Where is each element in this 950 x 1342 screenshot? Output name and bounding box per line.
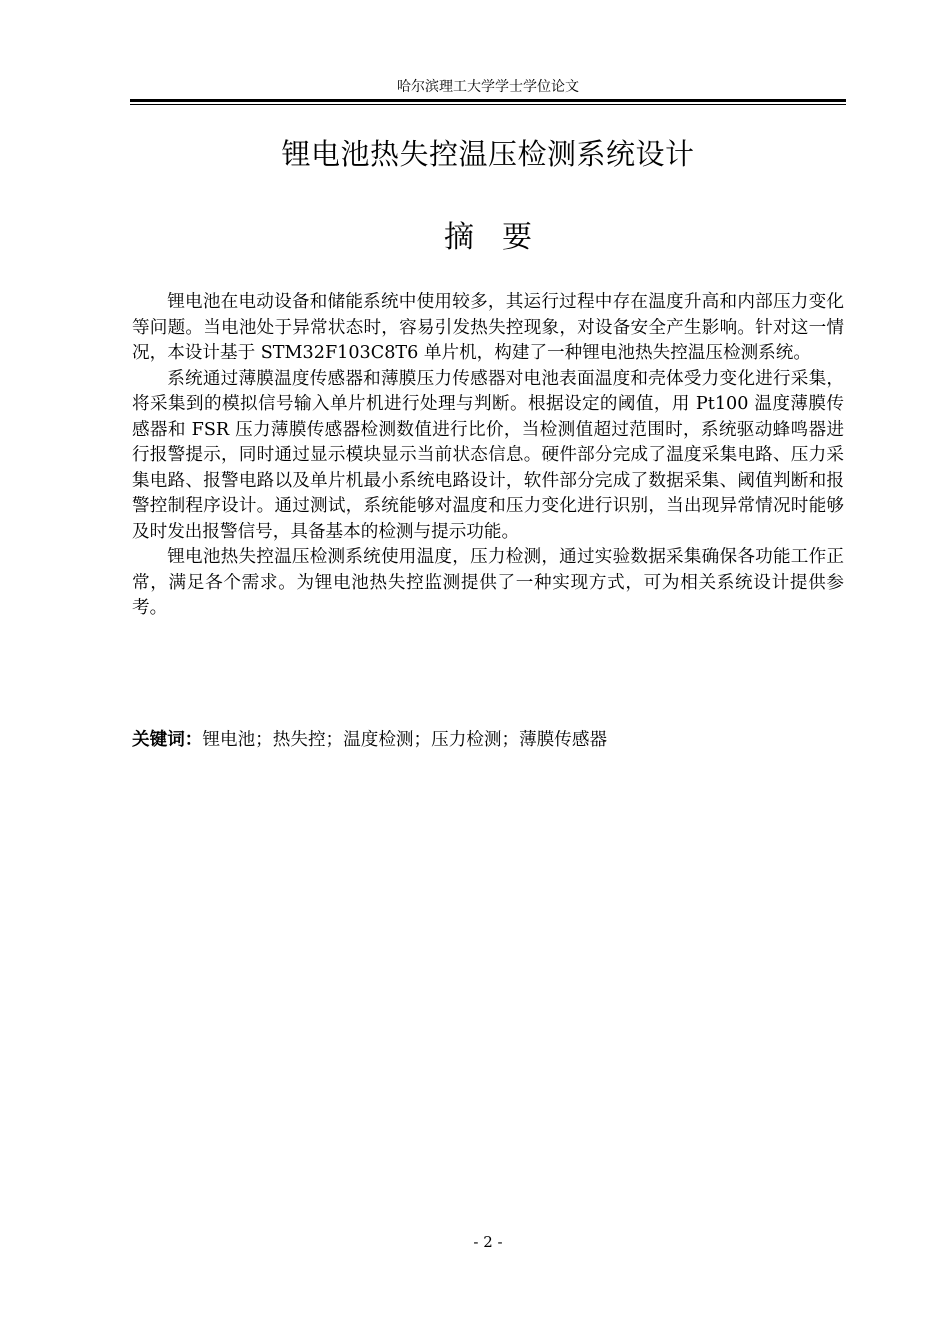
header-rule-thick: [130, 99, 846, 102]
keywords-text: 锂电池；热失控；温度检测；压力检测；薄膜传感器: [202, 730, 608, 750]
keywords-label: 关键词：: [132, 730, 203, 750]
running-header: 哈尔滨理工大学学士学位论文: [397, 79, 579, 95]
thesis-title: 锂电池热失控温压检测系统设计: [281, 137, 695, 171]
header-rule-thin: [130, 104, 846, 105]
abstract-heading: 摘要: [444, 220, 560, 255]
abstract-paragraph-3: 锂电池热失控温压检测系统使用温度，压力检测，通过实验数据采集确保各功能工作正常，满足各个需求。为锂电池热失控监测提供了一种实现方式，可为相关系统设计提供参考。: [132, 547, 844, 618]
keywords-line: [132, 727, 844, 753]
abstract-paragraph-1: 锂电池在电动设备和储能系统中使用较多，其运行过程中存在温度升高和内部压力变化等问题。当电池处于异常状态时，容易引发热失控现象，对设备安全产生影响。针对这一情况，本设计基于 STM32F103C8T6 单片机，构建了一种锂电池热失控温压检测系统。: [132, 292, 844, 363]
abstract-paragraph-2: 系统通过薄膜温度传感器和薄膜压力传感器对电池表面温度和壳体受力变化进行采集，将采集到的模拟信号输入单片机进行处理与判断。根据设定的阈值，用 Pt100 温度薄膜传感器和 FSR 压力薄膜传感器检测数值进行比价，当检测值超过范围时，系统驱动蜂鸣器进行报警提示，同时通过显示模块显示当前状态信息。硬件部分完成了温度采集电路、压力采集电路、报警电路以及单片机最小系统电路设计，软件部分完成了数据采集、阈值判断和报警控制程序设计。通过测试，系统能够对温度和压力变化进行识别，当出现异常情况时能够及时发出报警信号，具备基本的检测与提示功能。: [132, 368, 844, 542]
page-number: - 2 -: [473, 1233, 503, 1251]
abstract-body: [132, 290, 844, 622]
